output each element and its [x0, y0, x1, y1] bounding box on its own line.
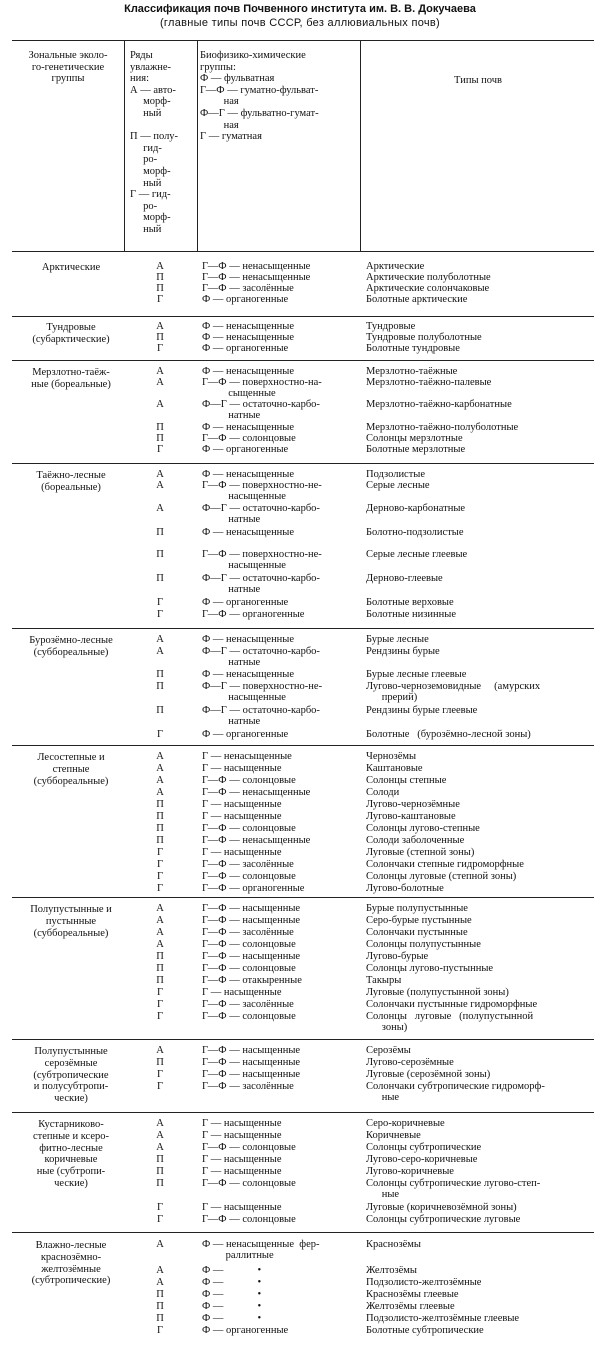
bio-group: Г — насыщенные [202, 799, 282, 810]
bio-group: Г—Ф — солонцовые [202, 823, 296, 834]
soil-type: Серые лесные [366, 480, 430, 491]
moisture-code: П [156, 283, 164, 294]
soil-type: Подзолистые [366, 469, 426, 480]
moisture-code: А [156, 1142, 164, 1153]
moisture-code: Г [156, 847, 164, 858]
soil-type: Болотно-подзолистые [366, 527, 464, 538]
bio-group: Ф—Г — остаточно-карбо- натные [202, 646, 320, 668]
zone-label: Бурозёмно-лесные (суббореальные) [29, 635, 113, 658]
soil-type: Солончаки степные гидроморфные [366, 859, 524, 870]
soil-type: Такыры [366, 975, 402, 986]
moisture-code: А [156, 751, 164, 762]
moisture-code: А [156, 775, 164, 786]
moisture-code: А [156, 377, 164, 388]
moisture-code: П [156, 332, 164, 343]
bio-group: Г—Ф — насыщенные [202, 951, 301, 962]
moisture-code: П [156, 549, 164, 560]
soil-type: Луговые (полупустынной зоны) [366, 987, 509, 998]
bio-group: Г—Ф — засолённые [202, 1081, 294, 1092]
header-moisture-series: Ряды увлажне- ния: А — авто- морф- ный П — полу- гид- ро- морф- ный Г — гид- ро- морф- ный [130, 50, 179, 235]
moisture-code: П [156, 951, 164, 962]
bio-group: Г—Ф — поверхностно-на- сыщенные [202, 377, 322, 399]
moisture-code: П [156, 835, 164, 846]
group-separator [12, 1112, 594, 1113]
bio-group: Г — насыщенные [202, 1118, 282, 1129]
moisture-code: А [156, 903, 164, 914]
soil-type: Лугово-черноземовидные (амурских прерий) [366, 681, 541, 703]
zone-label: Таёжно-лесные (бореальные) [36, 470, 106, 493]
moisture-code: А [156, 646, 164, 657]
soil-type: Дерново-глеевые [366, 573, 443, 584]
soil-type: Каштановые [366, 763, 423, 774]
group-separator [12, 360, 594, 361]
bio-group: Ф — • [202, 1301, 262, 1312]
bio-group: Г—Ф — отакыренные [202, 975, 302, 986]
soil-type: Болотные верховые [366, 597, 454, 608]
moisture-code: П [156, 1289, 164, 1300]
bio-group: Ф—Г — поверхностно-не- насыщенные [202, 681, 323, 703]
moisture-code: А [156, 1239, 164, 1250]
soil-type: Солонцы лугово-степные [366, 823, 480, 834]
bio-group: Г—Ф — солонцовые [202, 1178, 296, 1189]
soil-type: Подзолисто-желтозёмные глеевые [366, 1313, 520, 1324]
bio-group: Ф — органогенные [202, 294, 289, 305]
moisture-code: Г [156, 597, 164, 608]
soil-type: Арктические солончаковые [366, 283, 490, 294]
soil-type: Солонцы субтропические луговые [366, 1214, 521, 1225]
zone-label: Мерзлотно-таёж- ные (бореальные) [31, 367, 111, 390]
group-separator [12, 897, 594, 898]
moisture-code: А [156, 469, 164, 480]
soil-type: Серо-коричневые [366, 1118, 445, 1129]
zone-label: Лесостепные и степные (суббореальные) [33, 752, 109, 787]
bio-group: Г—Ф — солонцовые [202, 775, 296, 786]
soil-type: Солоди заболоченные [366, 835, 465, 846]
soil-type: Лугово-каштановые [366, 811, 456, 822]
moisture-code: П [156, 1057, 164, 1068]
moisture-code: П [156, 1166, 164, 1177]
bio-group: Г — насыщенные [202, 1130, 282, 1141]
bio-group: Ф — ненасыщенные [202, 422, 295, 433]
header-biophysical-groups: Биофизико-химические группы: Ф — фульватная Г—Ф — гуматно-фульват- ная Ф—Г — фульватно-гумат- ная Г — гуматная [200, 50, 319, 143]
soil-type: Болотные тундровые [366, 343, 460, 354]
soil-type: Болотные (бурозёмно-лесной зоны) [366, 729, 531, 740]
soil-type: Солонцы луговые (степной зоны) [366, 871, 517, 882]
bio-group: Ф — ненасыщенные [202, 332, 295, 343]
bio-group: Г—Ф — насыщенные [202, 1057, 301, 1068]
moisture-code: А [156, 503, 164, 514]
moisture-code: Г [156, 883, 164, 894]
soil-type: Солончаки пустынные [366, 927, 468, 938]
soil-type: Лугово-коричневые [366, 1166, 454, 1177]
header-zone-groups: Зональные эколо- го-генетические группы [28, 50, 108, 85]
moisture-code: Г [156, 1069, 164, 1080]
soil-type: Солонцы полупустынные [366, 939, 481, 950]
soil-type: Солонцы субтропические [366, 1142, 482, 1153]
soil-type: Бурые полупустынные [366, 903, 468, 914]
moisture-code: П [156, 1313, 164, 1324]
soil-type: Луговые (коричневозёмной зоны) [366, 1202, 517, 1213]
bio-group: Г — насыщенные [202, 811, 282, 822]
soil-type: Коричневые [366, 1130, 421, 1141]
bio-group: Г—Ф — органогенные [202, 883, 305, 894]
soil-type: Болотные субтропические [366, 1325, 484, 1336]
soil-type: Солончаки субтропические гидроморф- ные [366, 1081, 545, 1103]
soil-type: Солонцы мерзлотные [366, 433, 463, 444]
soil-type: Луговые (серозёмной зоны) [366, 1069, 491, 1080]
soil-type: Рендзины бурые [366, 646, 440, 657]
soil-type: Мерзлотно-таёжно-карбонатные [366, 399, 512, 410]
moisture-code: А [156, 787, 164, 798]
moisture-code: П [156, 272, 164, 283]
soil-type: Болотные мерзлотные [366, 444, 466, 455]
soil-type: Подзолисто-желтозёмные [366, 1277, 482, 1288]
bio-group: Г—Ф — органогенные [202, 609, 305, 620]
bio-group: Ф — ненасыщенные [202, 469, 295, 480]
bio-group: Г—Ф — солонцовые [202, 433, 296, 444]
moisture-code: П [156, 705, 164, 716]
moisture-code: А [156, 480, 164, 491]
moisture-code: Г [156, 1011, 164, 1022]
bio-group: Г—Ф — засолённые [202, 283, 294, 294]
bio-group: Г—Ф — насыщенные [202, 1069, 301, 1080]
moisture-code: Г [156, 1325, 164, 1336]
bio-group: Г—Ф — ненасыщенные [202, 835, 311, 846]
bio-group: Г—Ф — насыщенные [202, 1045, 301, 1056]
moisture-code: А [156, 1265, 164, 1276]
zone-label: Влажно-лесные краснозёмно- желтозёмные (субтропические) [31, 1240, 111, 1287]
bio-group: Г — насыщенные [202, 987, 282, 998]
soil-type: Болотные арктические [366, 294, 468, 305]
group-separator [12, 463, 594, 464]
soil-type: Мерзлотно-таёжные [366, 366, 458, 377]
soil-type: Лугово-бурые [366, 951, 429, 962]
bio-group: Г—Ф — солонцовые [202, 1011, 296, 1022]
moisture-code: А [156, 261, 164, 272]
moisture-code: А [156, 1277, 164, 1288]
moisture-code: Г [156, 999, 164, 1010]
page-title: Классификация почв Почвенного института им. В. В. Докучаева [124, 3, 476, 15]
moisture-code: Г [156, 871, 164, 882]
moisture-code: П [156, 433, 164, 444]
bio-group: Ф — органогенные [202, 597, 289, 608]
moisture-code: П [156, 669, 164, 680]
group-separator [12, 1232, 594, 1233]
bio-group: Ф — органогенные [202, 729, 289, 740]
moisture-code: Г [156, 1081, 164, 1092]
bio-group: Г—Ф — солонцовые [202, 1214, 296, 1225]
soil-type: Мерзлотно-таёжно-палевые [366, 377, 492, 388]
table-top-rule [12, 40, 594, 41]
moisture-code: А [156, 939, 164, 950]
soil-type: Чернозёмы [366, 751, 417, 762]
soil-type: Бурые лесные глеевые [366, 669, 467, 680]
soil-type: Серые лесные глеевые [366, 549, 468, 560]
header-divider-1 [124, 40, 125, 251]
moisture-code: А [156, 321, 164, 332]
bio-group: Г—Ф — засолённые [202, 999, 294, 1010]
header-divider-2 [197, 40, 198, 251]
moisture-code: Г [156, 987, 164, 998]
bio-group: Ф — • [202, 1289, 262, 1300]
moisture-code: А [156, 915, 164, 926]
soil-type: Арктические полуболотные [366, 272, 491, 283]
moisture-code: А [156, 1130, 164, 1141]
moisture-code: П [156, 422, 164, 433]
group-separator [12, 745, 594, 746]
moisture-code: Г [156, 1202, 164, 1213]
soil-type: Краснозёмы глеевые [366, 1289, 459, 1300]
bio-group: Ф — органогенные [202, 444, 289, 455]
soil-type: Тундровые [366, 321, 416, 332]
bio-group: Ф — ненасыщенные [202, 527, 295, 538]
moisture-code: П [156, 1178, 164, 1189]
moisture-code: Г [156, 444, 164, 455]
moisture-code: П [156, 681, 164, 692]
moisture-code: П [156, 799, 164, 810]
moisture-code: П [156, 1154, 164, 1165]
soil-type: Солонцы степные [366, 775, 447, 786]
moisture-code: А [156, 366, 164, 377]
soil-type: Дерново-карбонатные [366, 503, 466, 514]
moisture-code: А [156, 1118, 164, 1129]
bio-group: Г—Ф — поверхностно-не- насыщенные [202, 549, 322, 571]
soil-type: Краснозёмы [366, 1239, 421, 1250]
bio-group: Г—Ф — солонцовые [202, 939, 296, 950]
zone-label: Кустарниково- степные и ксеро- фитно-лесные коричневые ные (субтропи- ческие) [32, 1119, 110, 1189]
soil-type: Тундровые полуболотные [366, 332, 482, 343]
soil-type: Желтозёмы глеевые [366, 1301, 455, 1312]
moisture-code: П [156, 527, 164, 538]
soil-type: Лугово-болотные [366, 883, 444, 894]
soil-type: Арктические [366, 261, 425, 272]
bio-group: Ф — • [202, 1277, 262, 1288]
bio-group: Ф — ненасыщенные [202, 321, 295, 332]
bio-group: Г—Ф — солонцовые [202, 1142, 296, 1153]
moisture-code: Г [156, 859, 164, 870]
bio-group: Ф — органогенные [202, 343, 289, 354]
soil-type: Солонцы субтропические лугово-степ- ные [366, 1178, 541, 1200]
soil-type: Лугово-серо-коричневые [366, 1154, 478, 1165]
bio-group: Г — ненасыщенные [202, 751, 292, 762]
moisture-code: А [156, 399, 164, 410]
soil-type: Солонцы лугово-пустынные [366, 963, 494, 974]
soil-type: Лугово-чернозёмные [366, 799, 460, 810]
soil-type: Желтозёмы [366, 1265, 417, 1276]
moisture-code: Г [156, 729, 164, 740]
moisture-code: Г [156, 609, 164, 620]
bio-group: Ф — ненасыщенные [202, 669, 295, 680]
moisture-code: А [156, 1045, 164, 1056]
zone-label: Полупустынные и пустынные (суббореальные) [30, 904, 112, 939]
bio-group: Г—Ф — солонцовые [202, 871, 296, 882]
bio-group: Ф — ненасыщенные фер- раллитные [202, 1239, 320, 1261]
bio-group: Г—Ф — ненасыщенные [202, 787, 311, 798]
moisture-code: П [156, 573, 164, 584]
moisture-code: Г [156, 343, 164, 354]
bio-group: Ф — • [202, 1313, 262, 1324]
bio-group: Г—Ф — поверхностно-не- насыщенные [202, 480, 322, 502]
moisture-code: П [156, 1301, 164, 1312]
soil-type: Бурые лесные [366, 634, 429, 645]
soil-type: Солоди [366, 787, 400, 798]
soil-type: Мерзлотно-таёжно-полуболотные [366, 422, 519, 433]
header-bottom-rule [12, 251, 594, 252]
bio-group: Г—Ф — засолённые [202, 927, 294, 938]
bio-group: Ф—Г — остаточно-карбо- натные [202, 705, 320, 727]
moisture-code: А [156, 634, 164, 645]
bio-group: Ф — органогенные [202, 1325, 289, 1336]
moisture-code: А [156, 927, 164, 938]
moisture-code: Г [156, 1214, 164, 1225]
moisture-code: П [156, 811, 164, 822]
soil-type: Рендзины бурые глеевые [366, 705, 478, 716]
moisture-code: Г [156, 294, 164, 305]
bio-group: Г — насыщенные [202, 847, 282, 858]
group-separator [12, 316, 594, 317]
soil-type: Лугово-серозёмные [366, 1057, 454, 1068]
bio-group: Г — насыщенные [202, 1154, 282, 1165]
soil-type: Болотные низинные [366, 609, 456, 620]
zone-label: Арктические [41, 262, 101, 273]
page-subtitle: (главные типы почв СССР, без аллювиальных почв) [159, 17, 441, 29]
header-divider-3 [360, 40, 361, 251]
zone-label: Тундровые (субарктические) [32, 322, 110, 345]
bio-group: Г—Ф — насыщенные [202, 915, 301, 926]
bio-group: Г—Ф — ненасыщенные [202, 261, 311, 272]
bio-group: Г—Ф — насыщенные [202, 903, 301, 914]
soil-type: Луговые (степной зоны) [366, 847, 475, 858]
bio-group: Ф—Г — остаточно-карбо- натные [202, 503, 320, 525]
soil-type: Серозёмы [366, 1045, 411, 1056]
bio-group: Г — насыщенные [202, 763, 282, 774]
bio-group: Ф — • [202, 1265, 262, 1276]
soil-type: Серо-бурые пустынные [366, 915, 472, 926]
zone-label: Полупустынные серозёмные (субтропические и полусубтропи- ческие) [33, 1046, 109, 1105]
bio-group: Ф — ненасыщенные [202, 366, 295, 377]
bio-group: Г—Ф — солонцовые [202, 963, 296, 974]
moisture-code: А [156, 763, 164, 774]
group-separator [12, 1039, 594, 1040]
bio-group: Ф — ненасыщенные [202, 634, 295, 645]
bio-group: Г — насыщенные [202, 1166, 282, 1177]
group-separator [12, 628, 594, 629]
soil-type: Солонцы луговые (полупустынной зоны) [366, 1011, 534, 1033]
bio-group: Ф—Г — остаточно-карбо- натные [202, 573, 320, 595]
moisture-code: П [156, 963, 164, 974]
bio-group: Г—Ф — засолённые [202, 859, 294, 870]
moisture-code: П [156, 975, 164, 986]
bio-group: Г — насыщенные [202, 1202, 282, 1213]
bio-group: Г—Ф — ненасыщенные [202, 272, 311, 283]
header-soil-types: Типы почв [454, 75, 502, 86]
bio-group: Ф—Г — остаточно-карбо- натные [202, 399, 320, 421]
soil-type: Солончаки пустынные гидроморфные [366, 999, 538, 1010]
moisture-code: П [156, 823, 164, 834]
